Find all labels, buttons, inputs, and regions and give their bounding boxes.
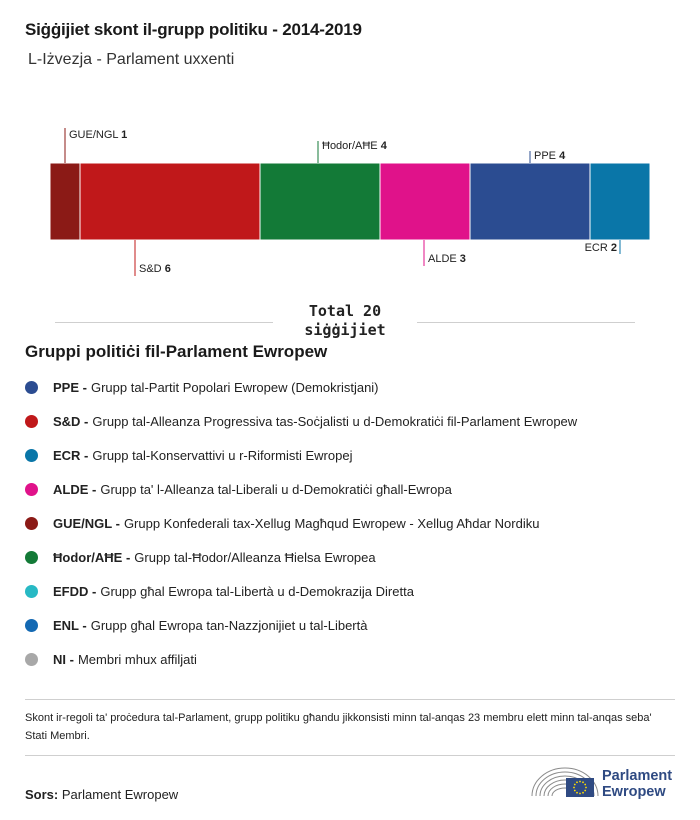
legend-text: Grupp tal-Partit Popolari Ewropew (Demokristjani): [90, 379, 379, 395]
legend-abbr: ALDE -: [53, 481, 97, 497]
bar-label-s-d: S&D 6: [139, 263, 171, 275]
european-parliament-logo: [530, 760, 680, 810]
legend-abbr: S&D -: [53, 413, 89, 429]
eu-star-icon: [574, 790, 576, 792]
legend-text: Grupp ta' l-Alleanza tal-Liberali u d-Demokratiċi għall-Ewropa: [100, 481, 452, 497]
eu-star-icon: [582, 781, 584, 783]
total-divider-left: [55, 322, 273, 323]
bar-label-ecr: ECR 2: [584, 242, 617, 254]
legend-abbr: ECR -: [53, 447, 89, 463]
legend-item: [25, 438, 685, 472]
bar-segment-ppe: [470, 163, 590, 240]
bar-label-gue-ngl: GUE/NGL 1: [69, 129, 128, 141]
legend-color-dot: [25, 483, 38, 496]
source-label: Sors:: [25, 787, 59, 802]
eu-star-icon: [579, 781, 581, 783]
legend-item: [25, 506, 685, 540]
legend-item: [25, 642, 685, 676]
eu-star-icon: [576, 792, 578, 794]
legend-abbr: Ħodor/AĦE -: [53, 549, 131, 565]
total-line-1: Total 20: [308, 302, 382, 320]
legend-text: Grupp tal-Alleanza Progressiva tas-Soċjalisti u d-Demokratiċi fil-Parlament Ewropew: [92, 413, 578, 429]
bar-segment--odor-a-e: [260, 163, 380, 240]
eu-star-icon: [579, 793, 581, 795]
eu-star-icon: [573, 787, 575, 789]
legend-text: Grupp għal Ewropa tal-Libertà u d-Demokrazija Diretta: [100, 583, 414, 599]
eu-star-icon: [584, 790, 586, 792]
total-line-2: siġġijiet: [304, 321, 386, 339]
eu-star-icon: [574, 784, 576, 786]
eu-star-icon: [582, 792, 584, 794]
legend-abbr: GUE/NGL -: [53, 515, 120, 531]
legend-color-dot: [25, 653, 38, 666]
legend-item: [25, 472, 685, 506]
legend-text: Grupp Konfederali tax-Xellug Magħqud Ewropew - Xellug Aħdar Nordiku: [123, 515, 540, 531]
legend-color-dot: [25, 415, 38, 428]
legend-abbr: ENL -: [53, 617, 87, 633]
bar-label--odor-a-e: Ħodor/AĦE 4: [322, 140, 387, 152]
legend: [25, 370, 685, 676]
eu-star-icon: [585, 787, 587, 789]
legend-item: [25, 574, 685, 608]
legend-abbr: PPE -: [53, 379, 87, 395]
logo-text: [602, 768, 672, 800]
legend-item: [25, 540, 685, 574]
bar-segment-ecr: [590, 163, 650, 240]
eu-star-icon: [576, 781, 578, 783]
legend-text: Grupp tal-Konservattivi u r-Riformisti Ewropej: [92, 447, 353, 463]
legend-color-dot: [25, 517, 38, 530]
legend-color-dot: [25, 449, 38, 462]
logo-line-2: Ewropew: [602, 784, 666, 800]
total-seats: [55, 302, 635, 342]
legend-abbr: NI -: [53, 651, 74, 667]
bar-segment-gue-ngl: [50, 163, 80, 240]
legend-title: Gruppi politiċi fil-Parlament Ewropew: [25, 342, 328, 361]
legend-color-dot: [25, 619, 38, 632]
footnote: Skont ir-regoli ta' proċedura tal-Parlament, grupp politiku għandu jikkonsisti minn tal-anqas 23 membru elett minn tal-anqas seba' Stati Membri.: [25, 699, 675, 756]
logo-line-1: Parlament: [602, 768, 673, 784]
total-divider-right: [417, 322, 635, 323]
legend-color-dot: [25, 381, 38, 394]
legend-text: Grupp għal Ewropa tan-Nazzjonijiet u tal-Libertà: [90, 617, 368, 633]
chart-subtitle: L-Iżvezja - Parlament uxxenti: [28, 51, 235, 68]
chart-title: Siġġijiet skont il-grupp politiku - 2014-2019: [25, 20, 362, 39]
legend-abbr: EFDD -: [53, 583, 97, 599]
total-label: [273, 302, 417, 340]
legend-item: [25, 404, 685, 438]
source: [25, 787, 178, 802]
legend-color-dot: [25, 585, 38, 598]
legend-item: [25, 608, 685, 642]
bar-label-alde: ALDE 3: [428, 253, 466, 265]
legend-color-dot: [25, 551, 38, 564]
bar-label-ppe: PPE 4: [534, 150, 566, 162]
source-value: Parlament Ewropew: [61, 787, 179, 802]
bar-segment-alde: [380, 163, 470, 240]
bar-segment-s-d: [80, 163, 260, 240]
eu-star-icon: [584, 784, 586, 786]
legend-text: Membri mhux affiljati: [77, 651, 197, 667]
stacked-bar-chart: [0, 100, 700, 300]
legend-item: [25, 370, 685, 404]
legend-text: Grupp tal-Ħodor/Alleanza Ħielsa Ewropea: [134, 549, 376, 565]
